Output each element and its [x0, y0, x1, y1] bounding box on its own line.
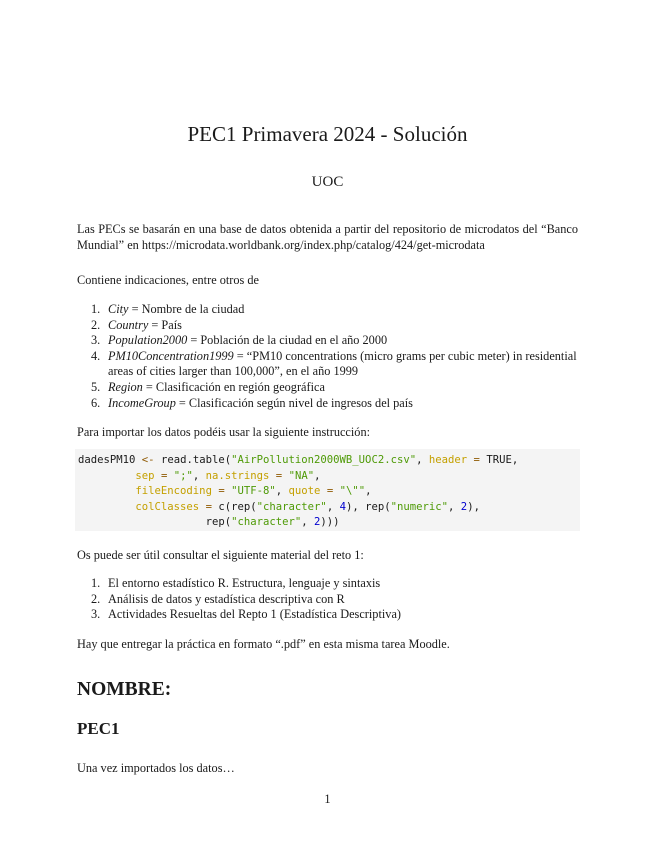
list-number: 3. [91, 607, 101, 622]
code-token: "NA" [288, 469, 315, 482]
code-token: "character" [231, 516, 302, 529]
variable-desc: = Clasificación según nivel de ingresos del país [175, 395, 413, 410]
material-item: El entorno estadístico R. Estructura, lenguaje y sintaxis [108, 576, 381, 590]
code-token: 2 [460, 500, 468, 513]
code-token: sep [135, 469, 155, 482]
material-text: Os puede ser útil consultar el siguiente material del reto 1: [77, 548, 364, 562]
list-item [77, 349, 578, 380]
code-token: 4 [339, 500, 346, 513]
material-item: Actividades Resueltas del Repto 1 (Estadística Descriptiva) [108, 607, 401, 622]
variable-name: Population2000 [108, 333, 188, 348]
list-item [77, 318, 578, 334]
code-token: quote [288, 485, 321, 498]
variable-name: Country [108, 317, 149, 332]
variable-name: PM10Concentration1999 [108, 348, 234, 363]
code-token: read.table( [160, 454, 232, 466]
imported-text: Una vez importados los datos… [77, 761, 235, 775]
code-token: "UTF-8" [231, 485, 276, 498]
contains-text: Contiene indicaciones, entre otros de [77, 273, 260, 287]
list-item [77, 607, 578, 623]
variable-desc: = “PM10 concentrations (micro grams per cubic meter) in residential areas of cities larger than 100,000”, en el año 1999 [108, 348, 577, 379]
variable-desc: = Nombre de la ciudad [128, 302, 245, 316]
list-number: 1. [91, 302, 101, 316]
code-token: <- [141, 454, 155, 466]
variable-desc: = País [148, 317, 182, 332]
list-item [77, 592, 578, 608]
code-token: TRUE, [486, 454, 519, 466]
code-token: "AirPollution2000WB_UOC2.csv" [231, 454, 417, 466]
code-token: na.strings [205, 469, 270, 482]
list-item [77, 380, 578, 396]
variable-desc: = Población de la ciudad en el año 2000 [187, 333, 388, 348]
list-item [77, 302, 578, 318]
code-token: fileEncoding [135, 485, 212, 498]
code-token: colClasses [135, 500, 200, 513]
heading-name: NOMBRE: [77, 679, 172, 700]
list-number: 2. [91, 317, 101, 332]
materials-list [77, 576, 578, 623]
variable-name: IncomeGroup [108, 395, 176, 410]
list-item [77, 396, 578, 412]
delivery-text: Hay que entregar la práctica en formato “.pdf” en esta misma tarea Moodle. [77, 637, 450, 651]
list-number: 5. [91, 379, 101, 394]
code-token: c(rep( [218, 500, 257, 513]
code-token: ";" [173, 469, 193, 482]
list-item [77, 576, 578, 592]
code-token: "character" [256, 500, 327, 513]
list-number: 2. [91, 591, 101, 606]
import-text: Para importar los datos podéis usar la siguiente instrucción: [77, 425, 371, 439]
list-number: 3. [91, 333, 101, 348]
document-author: UOC [311, 174, 344, 190]
page-number: 1 [324, 792, 331, 806]
list-number: 1. [91, 576, 101, 590]
heading-pec: PEC1 [77, 719, 120, 738]
document-title: PEC1 Primavera 2024 - Solución [187, 122, 468, 146]
code-token: header [428, 454, 468, 466]
code-token: rep( [205, 516, 232, 529]
code-token: dadesPM10 [78, 454, 136, 466]
code-token: "\"" [339, 485, 366, 498]
material-item: Análisis de datos y estadística descriptiva con R [108, 591, 345, 606]
variable-desc: = Clasificación en región geográfica [142, 379, 325, 394]
intro-paragraph: Las PECs se basarán en una base de datos obtenida a partir del repositorio de microdatos del “Banco Mundial” en https://microdata.worldbank.org/index.php/catalog/424/get-microdata [77, 222, 578, 252]
code-block: dadesPM10 <- read.table("AirPollution2000WB_UOC2.csv", header = TRUE, sep = ";", na.strings = "NA", fileEncoding = "UTF-8", quote = "\"", colClasses = c(rep("character", 4), rep("numeric", 2), rep("character", 2))) [75, 449, 580, 531]
variables-list [77, 302, 578, 411]
list-number: 6. [91, 395, 101, 410]
list-item [77, 333, 578, 349]
variable-name: Region [108, 379, 143, 394]
code-token: rep( [365, 500, 391, 513]
code-token: 2 [314, 516, 321, 529]
variable-name: City [108, 302, 129, 316]
code-token: "numeric" [390, 500, 449, 513]
list-number: 4. [91, 348, 101, 363]
